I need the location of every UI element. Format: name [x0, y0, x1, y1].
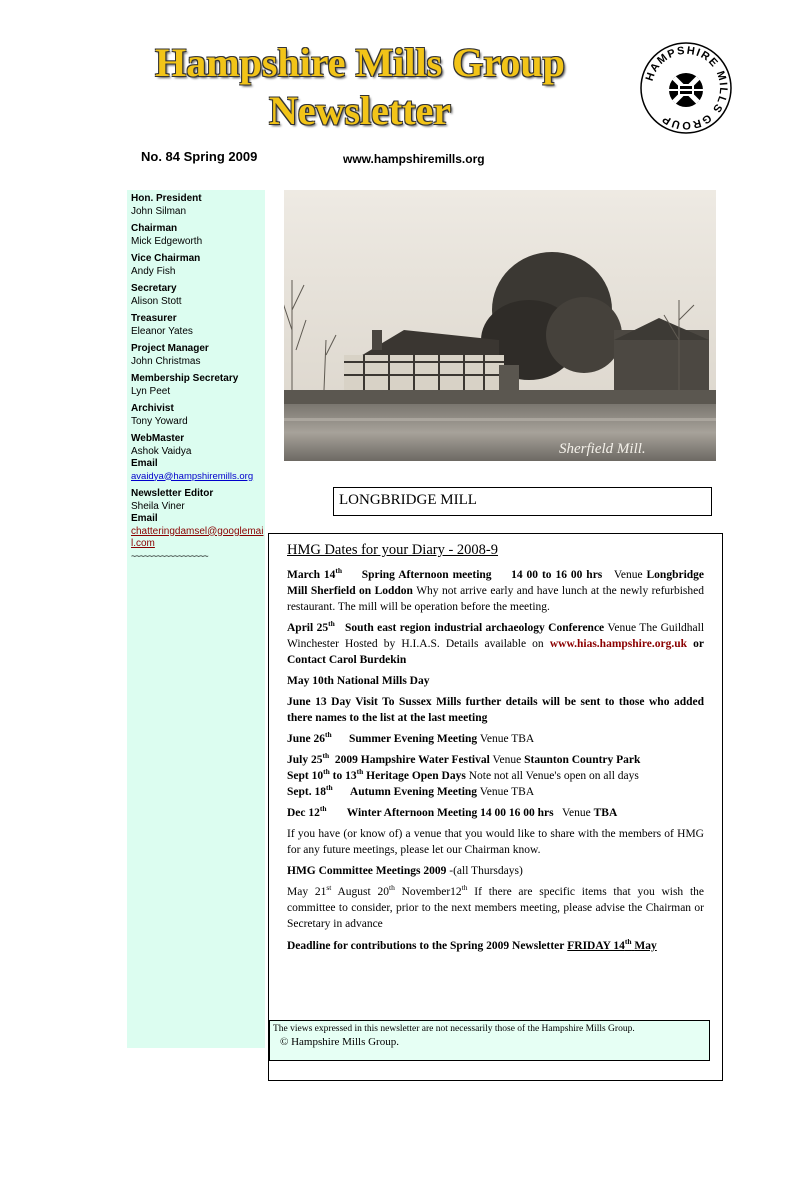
officer-role: Archivist: [131, 403, 174, 414]
officer-name: Lyn Peet: [131, 385, 171, 397]
photo-caption: Sherfield Mill.: [559, 441, 646, 457]
officer-role: Treasurer: [131, 313, 177, 324]
disclaimer-text: The views expressed in this newsletter are not necessarily those of the Hampshire Mills Group.: [273, 1024, 635, 1034]
officer-role: Vice Chairman: [131, 253, 201, 264]
committee-dates: May 21st August 20th November12th If there are specific items that you wish the committee to consider, prior to the next members meeting, please advise the Chairman or Secretary in advance: [287, 883, 704, 930]
officer-name: John Christmas: [131, 355, 201, 367]
website-url[interactable]: www.hampshiremills.org: [343, 152, 485, 166]
officer-role: Newsletter Editor: [131, 488, 214, 499]
diary-entry-july-sept: July 25th 2009 Hampshire Water Festival Venue Staunton Country Park Sept 10th to 13th Heritage Open Days Note not all Venue's open on all days Sept. 18th Autumn Evening Meeting Venue TBA: [287, 751, 641, 798]
officer-webmaster: [127, 433, 265, 483]
diary-entry-april: April 25th South east region industrial archaeology Conference Venue The Guildhall Winchester Hosted by H.I.A.S. Details available on www.hias.hampshire.org.uk or Contact Carol Burdekin: [287, 619, 705, 666]
officer-name: Mick Edgeworth: [131, 235, 203, 247]
email-label: Email: [131, 513, 158, 524]
newsletter-title-line1: Hampshire Mills Group: [155, 40, 565, 85]
officer-entry: [127, 283, 265, 308]
diary-entry-june13: June 13 Day Visit To Sussex Mills further details will be sent to those who added there names to the list at the last meeting: [287, 696, 704, 724]
officer-role: Membership Secretary: [131, 373, 239, 384]
officer-name: John Silman: [131, 205, 187, 217]
email-label: Email: [131, 458, 158, 469]
editor-email-link[interactable]: chatteringdamsel@googlemail.com: [131, 525, 264, 549]
diary-entry-june26: June 26th Summer Evening Meeting Venue TBA: [287, 730, 535, 745]
diary-entry-may: May 10th National Mills Day: [287, 675, 430, 687]
officer-name: Andy Fish: [131, 265, 176, 277]
diary-entry-dec: Dec 12th Winter Afternoon Meeting 14 00 16 00 hrs Venue TBA: [287, 804, 618, 819]
officers-sidebar: [127, 190, 265, 1048]
diary-box: [268, 533, 723, 1081]
officer-entry: [127, 403, 265, 428]
officer-name: Alison Stott: [131, 295, 182, 307]
committee-heading: HMG Committee Meetings 2009 -(all Thursdays): [287, 865, 523, 877]
copyright-text: © Hampshire Mills Group.: [280, 1036, 399, 1048]
webmaster-email-link[interactable]: avaidya@hampshiremills.org: [131, 470, 254, 482]
sidebar-separator: ~~~~~~~~~~~~~~~~~~: [131, 550, 208, 561]
officer-role: Project Manager: [131, 343, 209, 354]
deadline-notice: Deadline for contributions to the Spring 2009 Newsletter FRIDAY 14th May: [287, 937, 657, 952]
officer-editor: [127, 488, 265, 551]
logo-ring-text: HAMPSHIRE MILLS GROUP: [643, 44, 730, 132]
officer-entry: [127, 373, 265, 398]
officer-name: Tony Yoward: [131, 415, 188, 427]
officer-role: Hon. President: [131, 193, 202, 204]
venue-paragraph: If you have (or know of) a venue that you would like to share with the members of HMG for any future meetings, please let our Chairman know.: [287, 828, 704, 856]
officer-name: Ashok Vaidya: [131, 445, 192, 457]
officer-entry: [127, 193, 265, 218]
officer-role: WebMaster: [131, 433, 185, 444]
officer-entry: [127, 223, 265, 248]
issue-number: No. 84 Spring 2009: [141, 149, 258, 164]
disclaimer-box: [269, 1020, 710, 1061]
diary-heading: HMG Dates for your Diary - 2008-9: [287, 542, 499, 558]
officer-entry: [127, 313, 265, 338]
sherfield-mill-photo: [284, 190, 716, 461]
diary-content: [287, 534, 704, 959]
officer-entry: [127, 253, 265, 278]
officer-name: Sheila Viner: [131, 500, 185, 512]
officer-entry: [127, 343, 265, 368]
officer-role: Secretary: [131, 283, 177, 294]
hampshire-mills-group-logo: [638, 40, 734, 136]
diary-entry-march: March 14th Spring Afternoon meeting 14 00 to 16 00 hrs Venue Longbridge Mill Sherfield on Loddon Why not arrive early and have lunch at the newly refurbished restaurant. The mill will be operation before the meeting.: [287, 566, 705, 613]
officer-name: Eleanor Yates: [131, 325, 193, 337]
photo-caption-box: LONGBRIDGE MILL: [333, 487, 712, 516]
hias-link[interactable]: www.hias.hampshire.org.uk: [549, 638, 688, 650]
officer-role: Chairman: [131, 223, 178, 234]
newsletter-title-line2: Newsletter: [268, 88, 452, 133]
